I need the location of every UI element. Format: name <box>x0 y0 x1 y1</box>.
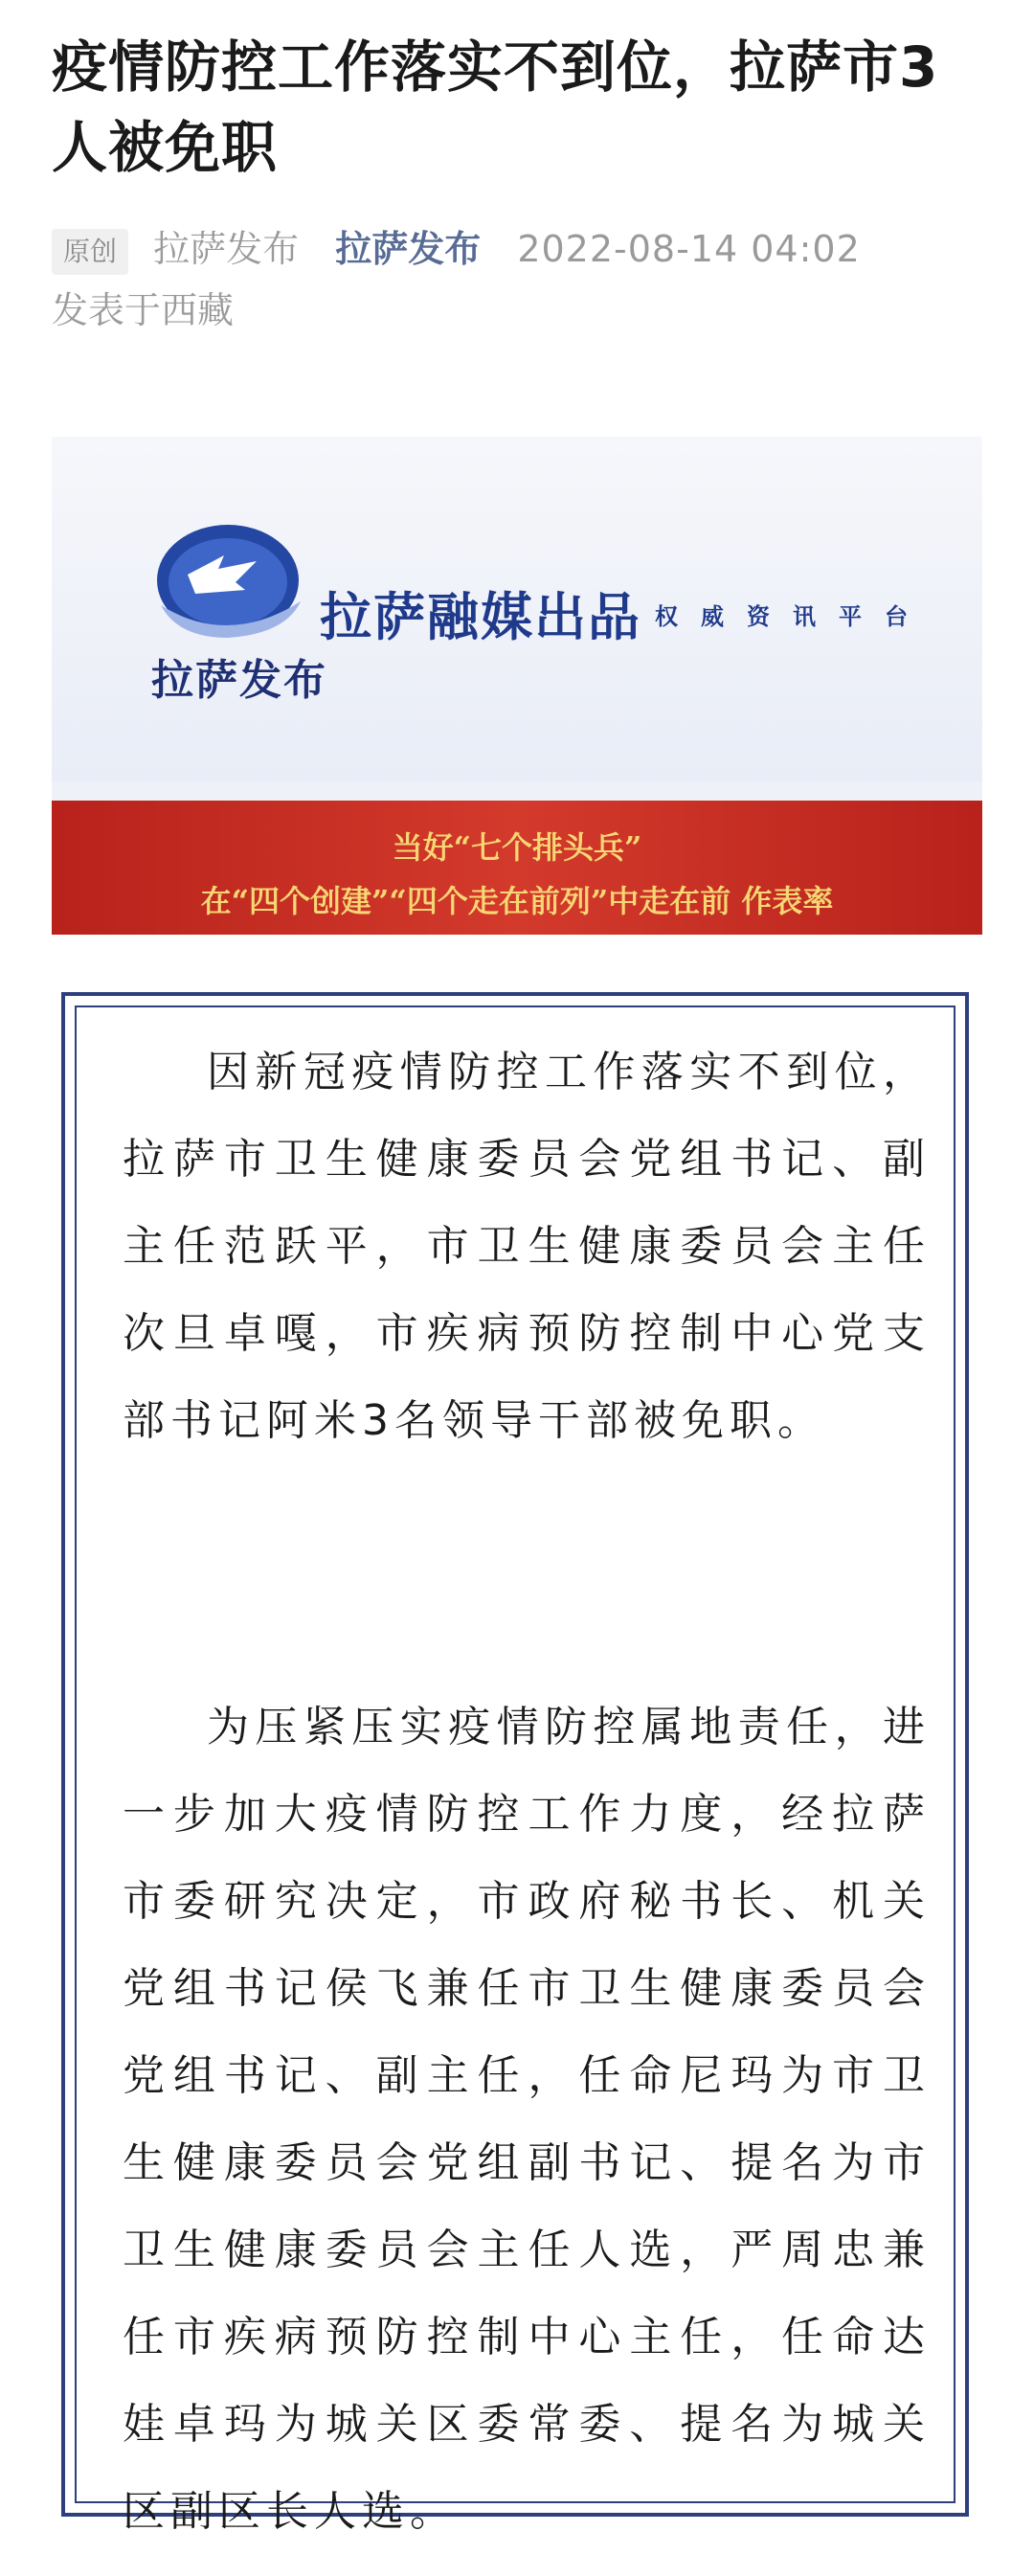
slogan-line-2: 在“四个创建”“四个走在前列”中走在前 作表率 <box>200 883 834 919</box>
original-badge: 原创 <box>52 229 128 275</box>
paragraph-dismissal: 因新冠疫情防控工作落实不到位，拉萨市卫生健康委员会党组书记、副主任范跃平，市卫生健康委员会主任次旦卓嘎，市疾病预防控制中心党支部书记阿米3名领导干部被免职。 <box>123 1048 931 1445</box>
brand-title: 拉萨融媒出品 <box>320 587 641 647</box>
brand-tagline: 权威资讯平台 <box>655 603 931 630</box>
slogan-line-1: 当好“七个排头兵” <box>392 829 642 866</box>
paragraph-appointment: 为压紧压实疫情防控属地责任，进一步加大疫情防控工作力度，经拉萨市委研究决定，市政府秘书长、机关党组书记侯飞兼任市卫生健康委员会党组书记、副主任，任命尼玛为市卫生健康委员会党组副书记、提名为市卫生健康委员会主任人选，严周忠兼任市疾病预防控制中心主任，任命达娃卓玛为城关区委常委、提名为城关区副区长人选。 <box>123 1703 931 2536</box>
publish-date: 2022-08-14 04:02 <box>517 228 861 270</box>
author-name: 拉萨发布 <box>153 228 300 270</box>
content-frame <box>61 992 969 2536</box>
account-link[interactable]: 拉萨发布 <box>335 228 482 270</box>
publish-location: 发表于西藏 <box>52 289 235 331</box>
content-frame-inner <box>75 1006 955 2536</box>
slogan-strip <box>52 801 982 935</box>
header-banner-image <box>52 437 982 935</box>
banner-top-panel <box>52 437 982 781</box>
article-meta <box>52 218 990 341</box>
logo-text: 拉萨发布 <box>151 656 327 705</box>
article-title: 疫情防控工作落实不到位，拉萨市3人被免职 <box>52 34 939 180</box>
